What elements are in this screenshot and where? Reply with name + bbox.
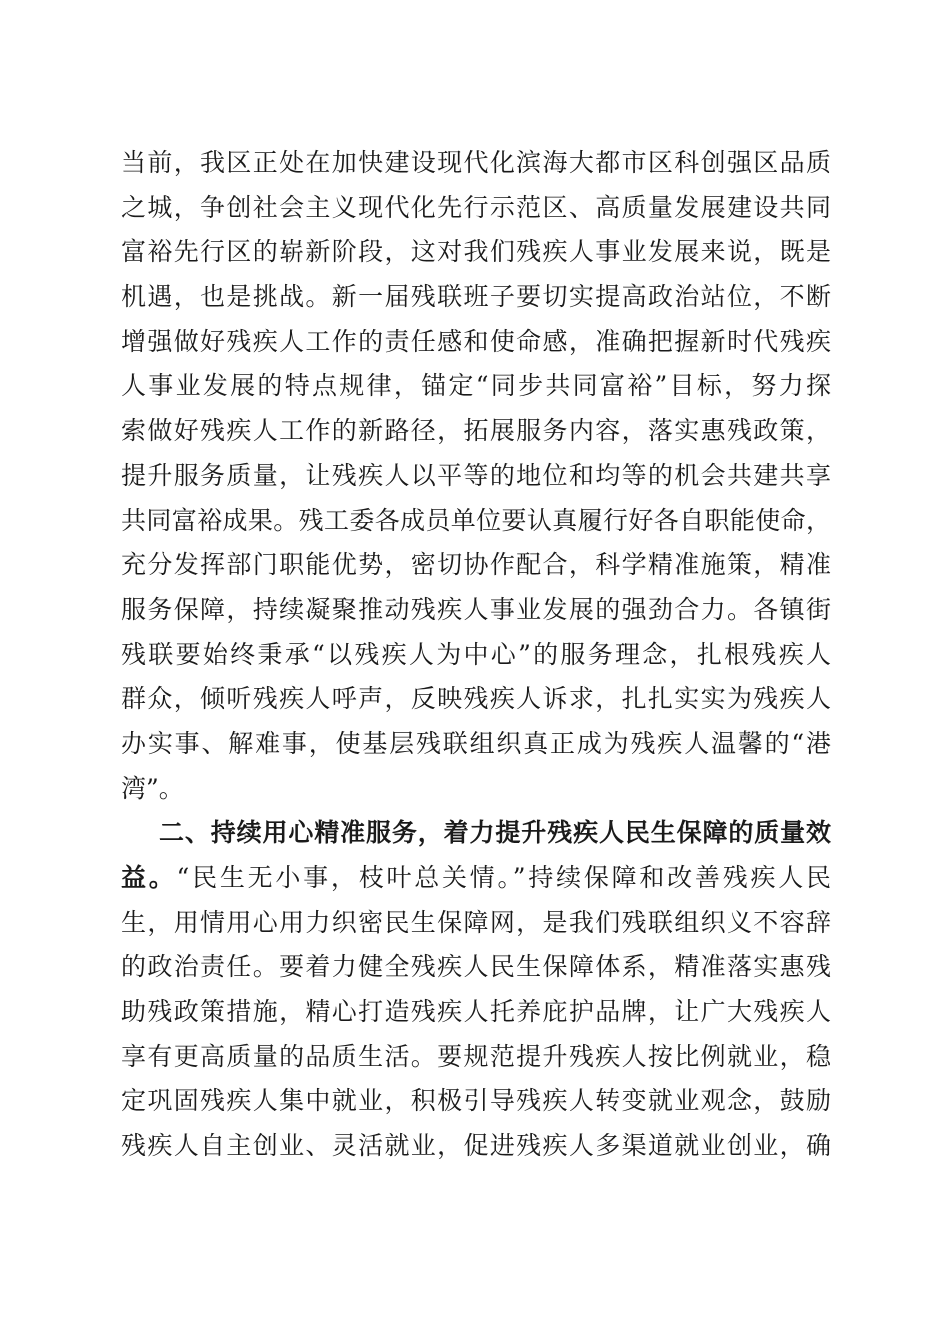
text-line: 增强做好残疾人工作的责任感和使命感，准确把握新时代残疾 <box>121 326 831 356</box>
paragraph-1 <box>121 141 831 811</box>
document-body <box>121 141 831 1169</box>
text-line: 当前，我区正处在加快建设现代化滨海大都市区科创强区品质 <box>121 148 831 177</box>
text-line: 提升服务质量，让残疾人以平等的地位和均等的机会共建共享 <box>121 460 831 490</box>
section-heading-end: 益。 <box>121 863 177 892</box>
text-line: 人事业发展的特点规律，锚定“同步共同富裕”目标，努力探 <box>121 371 831 401</box>
text-line: 共同富裕成果。残工委各成员单位要认真履行好各自职能使命， <box>121 505 831 535</box>
text-line: 残疾人自主创业、灵活就业，促进残疾人多渠道就业创业，确 <box>121 1131 831 1161</box>
text-line: 生，用情用心用力织密民生保障网，是我们残联组织义不容辞 <box>121 907 831 937</box>
text-line: 残联要始终秉承“以残疾人为中心”的服务理念，扎根残疾人 <box>121 639 831 669</box>
text-line: 的政治责任。要着力健全残疾人民生保障体系，精准落实惠残 <box>121 952 831 982</box>
paragraph-2 <box>121 811 831 1169</box>
section-heading: 二、持续用心精准服务，着力提升残疾人民生保障的质量效 <box>159 818 831 848</box>
text-line: 充分发挥部门职能优势，密切协作配合，科学精准施策，精准 <box>121 550 831 580</box>
text-line <box>121 856 831 901</box>
text-line: 享有更高质量的品质生活。要规范提升残疾人按比例就业，稳 <box>121 1041 831 1071</box>
text-line: 助残政策措施，精心打造残疾人托养庇护品牌，让广大残疾人 <box>121 997 831 1027</box>
text-line: 群众，倾听残疾人呼声，反映残疾人诉求，扎扎实实为残疾人 <box>121 684 831 714</box>
text-line: 定巩固残疾人集中就业，积极引导残疾人转变就业观念，鼓励 <box>121 1086 831 1116</box>
text-line: 索做好残疾人工作的新路径，拓展服务内容，落实惠残政策， <box>121 416 831 446</box>
text-line: 湾”。 <box>121 773 184 803</box>
text-line: 之城，争创社会主义现代化先行示范区、高质量发展建设共同 <box>121 192 831 222</box>
text-line: 办实事、解难事，使基层残联组织真正成为残疾人温馨的“港 <box>121 728 831 758</box>
text-line: 服务保障，持续凝聚推动残疾人事业发展的强劲合力。各镇街 <box>121 594 831 624</box>
text-line: 机遇，也是挑战。新一届残联班子要切实提高政治站位，不断 <box>121 282 831 312</box>
text-line: 富裕先行区的崭新阶段，这对我们残疾人事业发展来说，既是 <box>121 237 831 267</box>
text-line-rest: “民生无小事，枝叶总关情。”持续保障和改善残疾人民 <box>176 863 831 892</box>
